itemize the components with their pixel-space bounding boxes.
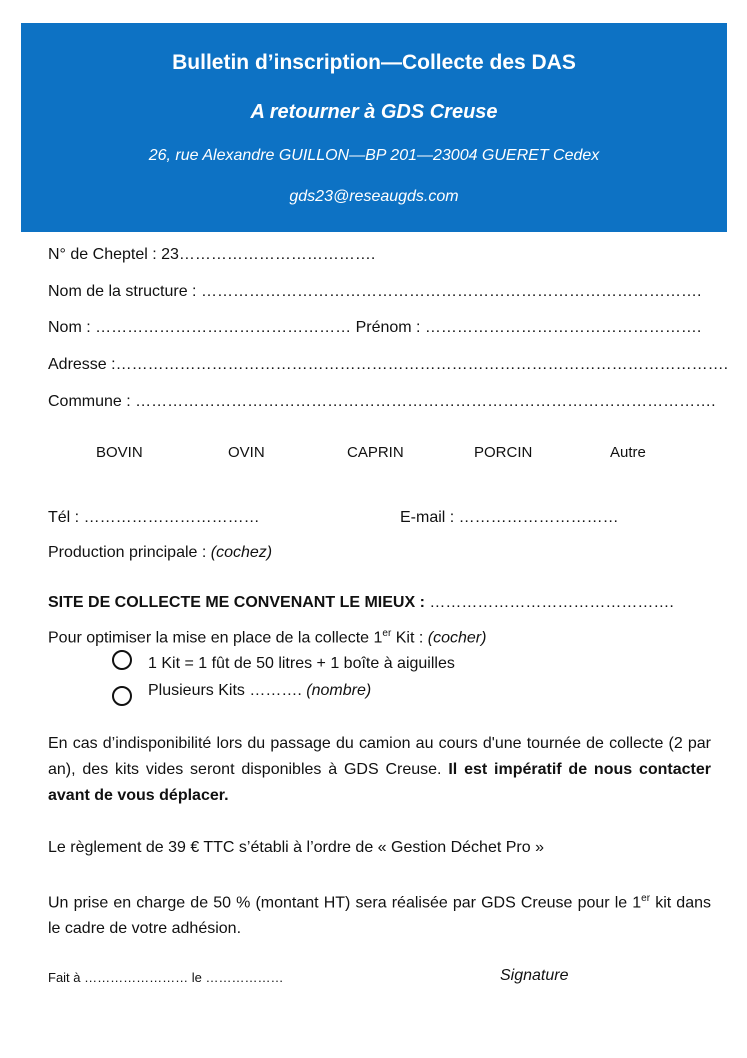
form-subtitle: A retourner à GDS Creuse <box>250 101 498 123</box>
signature-label: Signature <box>500 967 569 984</box>
kit-intro-end: Kit : <box>391 629 424 647</box>
unavailability-note <box>48 731 711 809</box>
option-one-kit-radio[interactable] <box>112 650 132 670</box>
species-porcin[interactable]: PORCIN <box>474 444 533 461</box>
kit-intro <box>48 628 486 647</box>
coverage-text-end: kit dans le cadre de votre adhésion. <box>48 894 711 938</box>
kit-intro-text: Pour optimiser la mise en place de la collecte 1 <box>48 629 383 647</box>
place-date-field[interactable]: Fait à …………………… le ……………… <box>48 970 284 985</box>
production-hint: (cochez) <box>210 544 273 561</box>
unavailability-warning: Il est impératif de nous contacter avant de vous déplacer. <box>48 761 712 804</box>
option-several-kits-radio[interactable] <box>112 686 132 706</box>
cheptel-field[interactable]: N° de Cheptel : 23………………………………. <box>48 246 376 263</box>
site-field[interactable] <box>48 594 674 612</box>
option-one-kit-label: 1 Kit = 1 fût de 50 litres + 1 boîte à aiguilles <box>148 655 455 672</box>
contact-email: gds23@reseaugds.com <box>289 188 459 205</box>
phone-field[interactable]: Tél : …………………………… <box>48 509 260 526</box>
coverage-text: Un prise en charge de 50 % (montant HT) sera réalisée par GDS Creuse pour le 1 <box>48 894 642 912</box>
coverage-note <box>48 886 711 942</box>
production-label-text: Production principale : <box>48 544 207 561</box>
species-ovin[interactable]: OVIN <box>228 444 265 461</box>
coverage-sup: er <box>641 893 651 904</box>
email-field[interactable]: E-mail : ………………………… <box>400 509 619 526</box>
option-several-kits-label <box>148 682 371 700</box>
site-dots: ………………………………………. <box>429 594 674 611</box>
production-label <box>48 544 272 562</box>
species-autre[interactable]: Autre <box>610 444 646 461</box>
kit-hint: (cocher) <box>427 629 487 647</box>
species-caprin[interactable]: CAPRIN <box>347 444 404 461</box>
name-field[interactable]: Nom : ………………………………………… Prénom : ……………………………………………. <box>48 319 702 336</box>
option-several-kits-text: Plusieurs Kits ………. <box>148 682 302 699</box>
commune-field[interactable]: Commune : ………………………………………………………………………………………………. <box>48 393 716 410</box>
header-banner <box>21 23 727 232</box>
kit-intro-sup: er <box>382 628 392 639</box>
payment-note: Le règlement de 39 € TTC s’établi à l’ordre de « Gestion Déchet Pro » <box>48 839 544 856</box>
address-field[interactable]: Adresse :……………………………………………………………………………………………………. <box>48 356 729 373</box>
postal-address: 26, rue Alexandre GUILLON—BP 201—23004 GUERET Cedex <box>148 147 600 164</box>
structure-field[interactable]: Nom de la structure : …………………………………………………………………………………. <box>48 283 702 300</box>
option-several-kits-hint: (nombre) <box>306 682 372 699</box>
form-title: Bulletin d’inscription—Collecte des DAS <box>172 51 576 74</box>
site-label: SITE DE COLLECTE ME CONVENANT LE MIEUX : <box>48 594 425 611</box>
unavailability-text: En cas d’indisponibilité lors du passage du camion au cours d'une tournée de collecte (2 par an), des kits vides seront disponibles à GDS Creuse. <box>48 735 711 778</box>
species-bovin[interactable]: BOVIN <box>96 444 143 461</box>
